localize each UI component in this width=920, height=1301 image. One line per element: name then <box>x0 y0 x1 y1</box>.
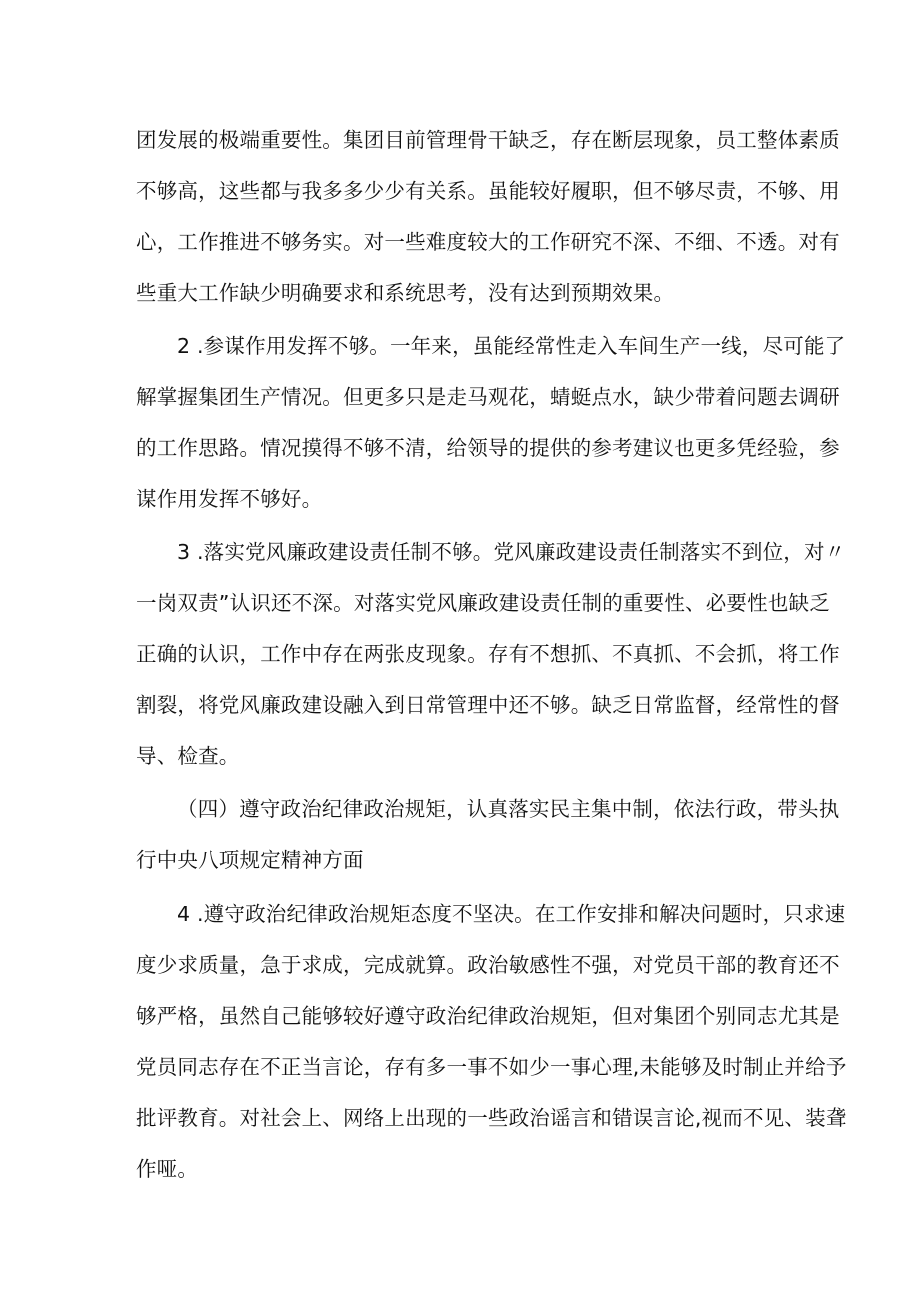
text-line: 割裂，将党风廉政建设融入到日常管理中还不够。缺乏日常监督，经常性的督 <box>136 693 840 717</box>
text-line: 行中央八项规定精神方面 <box>136 848 364 872</box>
text-line: 解掌握集团生产情况。但更多只是走马观花，蜻蜓点水，缺少带着问题去调研 <box>136 385 840 409</box>
text-line: 3 .落实党风廉政建设责任制不够。党风廉政建设责任制落实不到位，对〃 <box>177 540 846 564</box>
text-line: 批评教育。对社会上、网络上出现的一些政治谣言和错误言论,视而不见、装聋 <box>136 1106 847 1130</box>
text-line: 的工作思路。情况摸得不够不清，给领导的提供的参考建议也更多凭经验，参 <box>136 436 840 460</box>
text-line: 作哑。 <box>136 1157 199 1181</box>
text-line: 导、检查。 <box>136 744 240 768</box>
paragraph-item-3 <box>136 527 846 782</box>
text-line: 些重大工作缺少明确要求和系统思考，没有达到预期效果。 <box>136 281 675 305</box>
text-line: 团发展的极端重要性。集团目前管理骨干缺乏，存在断层现象，员工整体素质 <box>136 128 840 152</box>
text-line: 够严格，虽然自己能够较好遵守政治纪律政治规矩，但对集团个别同志尤其是 <box>136 1004 840 1028</box>
text-line: 4 .遵守政治纪律政治规矩态度不坚决。在工作安排和解决问题时，只求速 <box>177 902 846 926</box>
text-line: 度少求质量，急于求成，完成就算。政治敏感性不强，对党员干部的教育还不 <box>136 953 840 977</box>
text-line: 一岗双责”认识还不深。对落实党风廉政建设责任制的重要性、必要性也缺乏 <box>136 591 830 615</box>
section-heading-4 <box>136 784 840 886</box>
text-line: 不够高，这些都与我多多少少有关系。虽能较好履职，但不够尽责，不够、用 <box>136 179 840 203</box>
text-line: （四）遵守政治纪律政治规矩，认真落实民主集中制，依法行政，带头执 <box>177 797 840 821</box>
paragraph-continuation <box>136 115 840 319</box>
text-line: 谋作用发挥不够好。 <box>136 487 323 511</box>
paragraph-item-4 <box>136 889 847 1195</box>
text-line: 2 .参谋作用发挥不够。一年来，虽能经常性走入车间生产一线，尽可能了 <box>177 334 846 358</box>
paragraph-item-2 <box>136 321 846 525</box>
text-line: 心，工作推进不够务实。对一些难度较大的工作研究不深、不细、不透。对有 <box>136 230 840 254</box>
text-line: 党员同志存在不正当言论，存有多一事不如少一事心理,未能够及时制止并给予 <box>136 1055 847 1079</box>
text-line: 正确的认识，工作中存在两张皮现象。存有不想抓、不真抓、不会抓，将工作 <box>136 642 840 666</box>
